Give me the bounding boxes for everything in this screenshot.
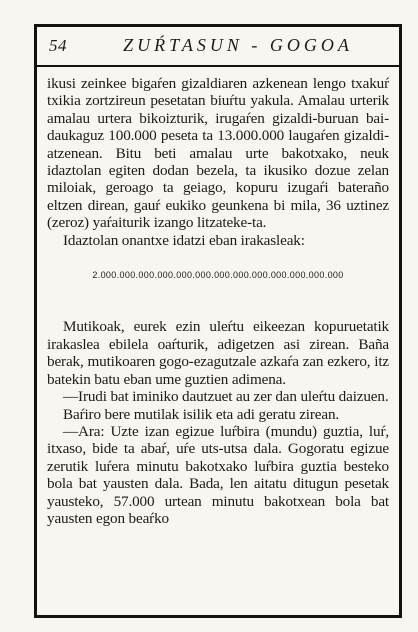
paragraph: Idaztolan onantxe idatzi eban irakasleak:: [63, 231, 305, 249]
running-title: ZUŔTASUN - GOGOA: [123, 35, 353, 55]
page-number: 54: [49, 36, 67, 55]
page-frame: [34, 24, 402, 618]
paragraph: —Irudi bat iminiko dautzuet au zer dan uleŕtu daizuen.: [63, 388, 389, 406]
page-body: [47, 75, 389, 527]
paragraph: Mutikoak, eurek ezin uleŕtu eikeezan kopuruetatik irakaslea ebilela oaŕturik, adigetzen asi zirean. Baña berak, mutikoaren gogo-ezagutzale azkaŕa zan ezkero, itz batekin batu eban ume guztien adimena.: [47, 318, 389, 388]
paragraph: ikusi zeinkee bigaŕen gizaldiaren azkenean lengo txakuŕ txikia zortzireun pesetatan biuŕtu yakula. Amalau urterik amalau urtera bikoizturik, irugaŕen gizaldi-buruan bai-daukaguz 100.000 peseta ta 13.000.000 laugaŕen gizaldi-atzenean. Bitu beti amalau urte bakotxako, neuk idaztolan egiten dodan bezela, ta ikusiko dozue zelan miloiak, geroago ta geiago, kopuru izugaŕi bateraño eltzen direan, gauŕ eukiko geunkena bi mila, 36 uztinez (zeroz) yaŕaiturik izango litzateke-ta.: [47, 75, 389, 232]
paragraph: —Ara: Uzte izan egizue luŕbira (mundu) guztia, luŕ, itxaso, bide ta abaŕ, uŕe uts-utsa dala. Gogoratu egizue zerutik luŕera minutu bakotxako luŕbira guztia besteko bola bat yausten dala. Bada, len aitatu ditugun pesetak yausteko, 57.000 urtean minutu bakotxean bola bat yausten egon beaŕko: [47, 422, 389, 527]
paragraph: Baŕiro bere mutilak isilik eta adi geratu zirean.: [63, 405, 340, 423]
large-number: 2.000.000.000.000.000.000.000.000.000.000.000.000.000: [92, 270, 344, 281]
page-header: [37, 27, 399, 67]
